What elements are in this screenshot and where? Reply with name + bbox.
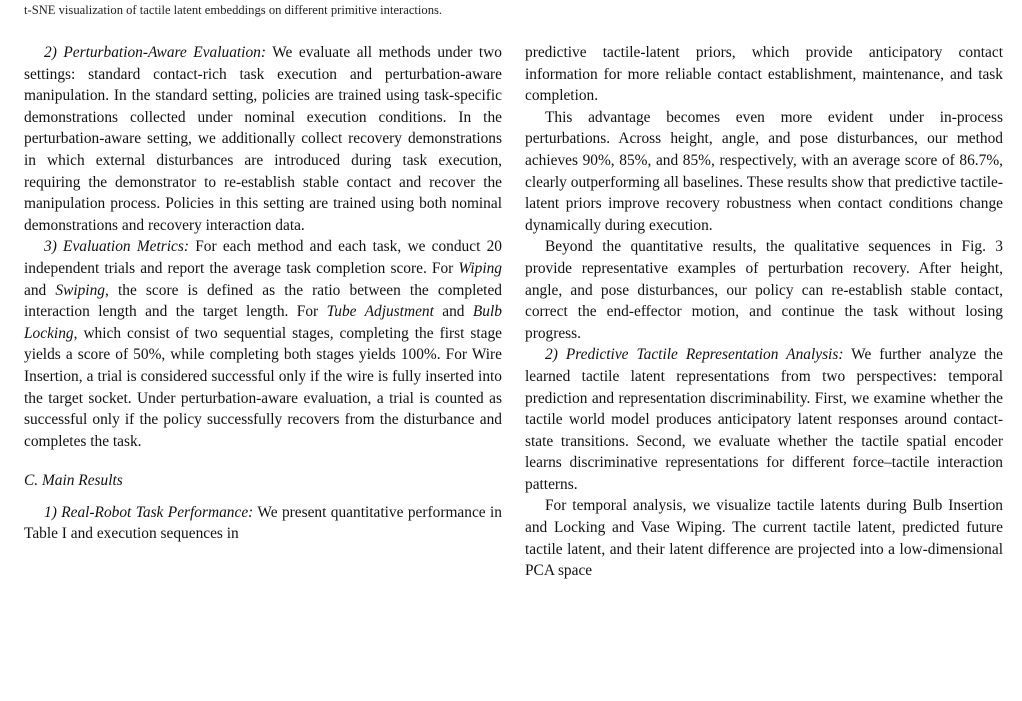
paragraph-perturbation-aware-evaluation: [24, 42, 502, 236]
paragraph-heading: 1) Real-Robot Task Performance:: [44, 503, 254, 521]
paragraph-evaluation-metrics: [24, 236, 502, 452]
term-swiping: Swiping: [55, 281, 105, 299]
paragraph-body: We present quantitative performance in Table I and execution sequences in: [24, 503, 502, 543]
paragraph-heading: 3) Evaluation Metrics:: [44, 238, 189, 256]
paragraph-text: , which consist of two sequential stages, completing the first stage yields a score of 50%, while completing both stages yields 100%. For Wire Insertion, a trial is considered successful only if the wire is fully inserted into the target socket. Under perturbation-aware evaluation, a trial is counted as successful only if the policy successfully recovers from the disturbance and completes the task.: [24, 324, 502, 450]
term-bulb-locking: Bulb Locking: [24, 303, 502, 342]
paragraph-perturbation-advantage: This advantage becomes even more evident under in-process perturbations. Across height, angle, and pose disturbances, our method achieves 90%, 85%, and 85%, respectively, with an average score of 86.7%, clearly outperforming all baselines. These results show that predictive tactile-latent priors improve recovery robustness when contact conditions change dynamically during execution.: [525, 108, 1003, 234]
paragraph-body: We evaluate all methods under two settings: standard contact-rich task execution and perturbation-aware manipulation. In the standard setting, policies are trained using task-specific demonstrations collected under nominal execution conditions. In the perturbation-aware setting, we additionally collect recovery demonstrations in which external disturbances are introduced during task execution, requiring the demonstrator to re-establish stable contact and recover the manipulation process. Policies in this setting are trained using both nominal demonstrations and recovery interaction data.: [24, 44, 502, 234]
paragraph-text: and: [24, 281, 56, 299]
paragraph-heading: 2) Predictive Tactile Representation Analysis:: [545, 346, 844, 364]
paragraph-qualitative-sequences: Beyond the quantitative results, the qualitative sequences in Fig. 3 provide representative examples of perturbation recovery. After height, angle, and pose disturbances, our policy can re-establish stable contact, correct the end-effector motion, and continue the task without losing progress.: [525, 238, 1003, 342]
paragraph-text: and: [433, 303, 473, 321]
paragraph-text: For each method and each task, we conduct 20 independent trials and report the average task completion score. For: [24, 238, 502, 277]
paragraph-body: We further analyze the learned tactile latent representations from two perspectives: temporal prediction and representation discriminability. First, we examine whether the tactile world model produces anticipatory latent responses around contact-state transitions. Second, we evaluate whether the tactile spatial encoder learns discriminative representations for different force–tactile interaction patterns.: [525, 346, 1003, 493]
right-column: [525, 42, 1003, 582]
section-heading-main-results: C. Main Results: [24, 472, 123, 490]
paragraph-continued: predictive tactile-latent priors, which provide anticipatory contact information for more reliable contact establishment, maintenance, and task completion.: [525, 44, 1003, 105]
paragraph-heading: 2) Perturbation-Aware Evaluation:: [44, 44, 266, 61]
figure-caption: t-SNE visualization of tactile latent embeddings on different primitive interactions.: [24, 3, 443, 17]
left-column: [24, 42, 502, 545]
paragraph-predictive-tactile-analysis: [525, 344, 1003, 495]
term-wiping: Wiping: [458, 259, 502, 277]
paragraph-text: , the score is defined as the ratio between the completed interaction length and the target length. For: [24, 281, 502, 321]
paragraph-real-robot-task-performance: [24, 502, 502, 545]
paragraph-temporal-analysis: For temporal analysis, we visualize tactile latents during Bulb Insertion and Locking and Vase Wiping. The current tactile latent, predicted future tactile latent, and their latent difference are projected into a low-dimensional PCA space: [525, 497, 1003, 580]
term-tube-adjustment: Tube Adjustment: [326, 303, 434, 321]
